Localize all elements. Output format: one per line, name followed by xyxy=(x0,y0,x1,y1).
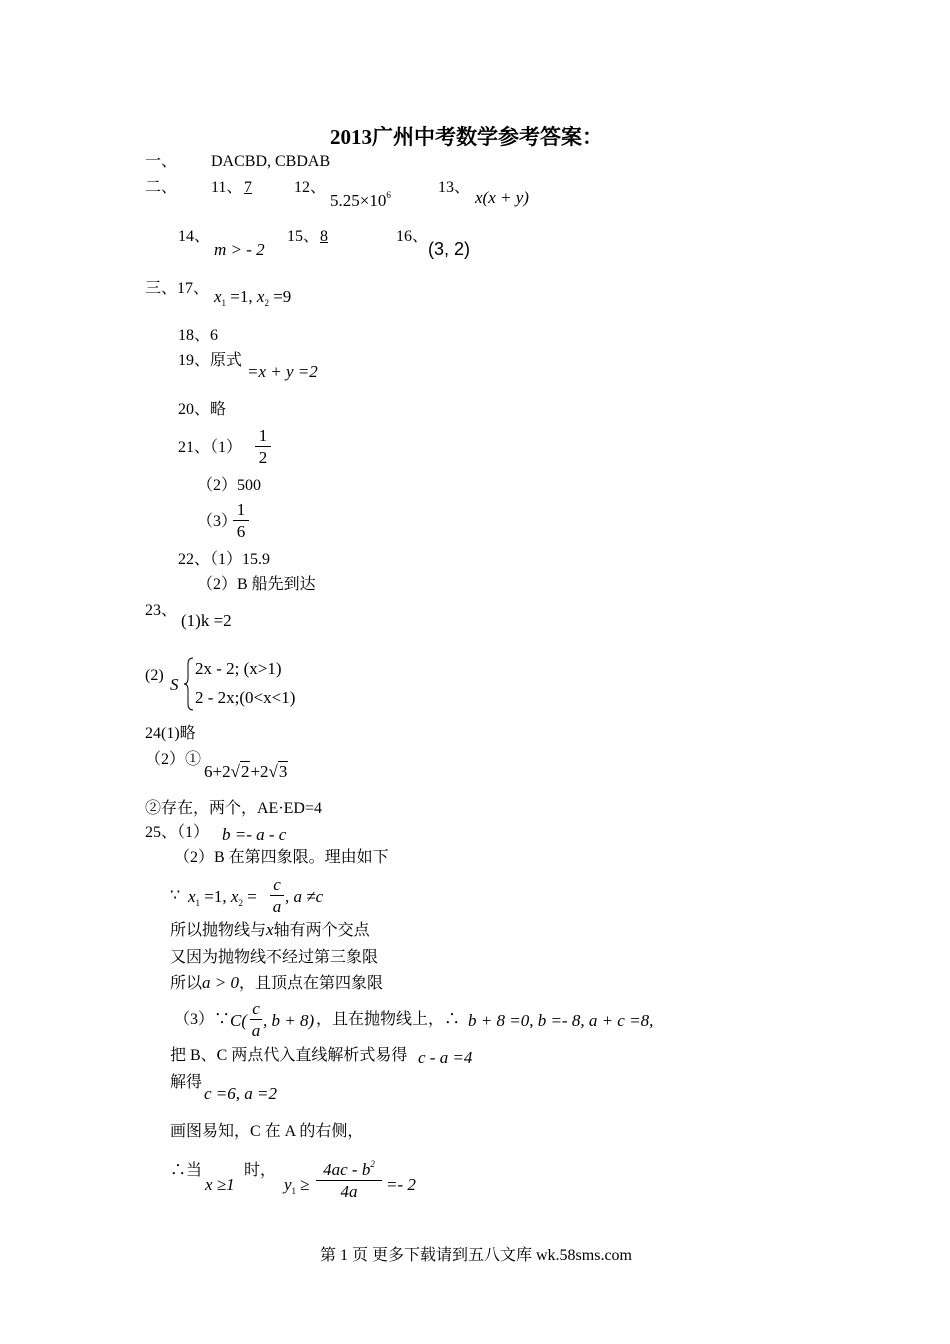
q15-answer: 8 xyxy=(320,228,328,245)
q23-case1: 2x - 2; (x>1) xyxy=(195,659,282,678)
q25-line8-math: c =6, a =2 xyxy=(204,1084,277,1103)
q25-line8-text: 解得 xyxy=(170,1074,203,1091)
q13-number: 13、 xyxy=(438,179,471,196)
q16-answer: (3, 2) xyxy=(428,239,471,259)
section-three-label: 三、17、 xyxy=(145,280,210,297)
section-one-label: 一、 xyxy=(145,153,178,170)
q25-part1-label: 25、（1） xyxy=(145,824,210,841)
q25-roots-fraction: c a xyxy=(270,876,284,915)
q25-roots: $x_1 =1$, $x_2$ = xyxy=(188,887,257,908)
q24-part2-answer: 6+2√2+2√3 xyxy=(204,762,288,781)
q23-case2: 2 - 2x;(0<x<1) xyxy=(195,688,296,707)
q24-part3: ②存在，两个，AE·ED=4 xyxy=(145,800,323,817)
q21-part3-fraction: 1 6 xyxy=(233,501,249,540)
q25-line3: 所以抛物线与x轴有两个交点 xyxy=(170,920,370,939)
q11-number: 11、 xyxy=(211,179,243,196)
q25-line4: 又因为抛物线不经过第三象限 xyxy=(170,949,379,966)
q19-label: 19、原式 xyxy=(178,352,243,369)
q25-point-c-fraction: c a xyxy=(251,999,261,1040)
q16-number: 16、 xyxy=(396,228,429,245)
q14-answer: m > - 2 xyxy=(214,240,265,259)
q19-answer: =x + y =2 xyxy=(247,362,318,381)
q15-number: 15、 xyxy=(287,228,320,245)
q22-part1: 22、（1）15.9 xyxy=(178,551,271,568)
q21-part2: （2）500 xyxy=(197,477,262,494)
q25-point-c: C( xyxy=(230,1011,247,1030)
q14-number: 14、 xyxy=(178,228,211,245)
q23-brace xyxy=(183,656,195,712)
q25-line10-result: =- 2 xyxy=(386,1175,416,1194)
sqrt-symbol: √2 xyxy=(230,762,250,781)
q25-line7-text: 把 B、C 两点代入直线解析式易得 xyxy=(170,1047,408,1064)
q22-part2: （2）B 船先到达 xyxy=(197,576,316,593)
q20-answer: 20、略 xyxy=(178,401,227,418)
q17-answer: $x_1 =1$, $x_2 =9$ xyxy=(214,287,292,308)
q12-number: 12、 xyxy=(294,179,327,196)
page-footer: 第 1 页 更多下载请到五八文库 wk.58sms.com xyxy=(320,1247,633,1264)
q23-label: 23、 xyxy=(145,602,178,619)
q25-part3-middle: ，且在抛物线上，∴ xyxy=(316,1011,461,1028)
q25-line10-condition: x ≥1 xyxy=(205,1175,235,1194)
q25-line5: 所以a > 0，且顶点在第四象限 xyxy=(170,973,384,992)
q21-label: 21、（1） xyxy=(178,439,243,456)
q25-part2: （2）B 在第四象限。理由如下 xyxy=(174,849,389,866)
q13-answer: x(x + y) xyxy=(475,188,529,207)
q18-answer: 18、6 xyxy=(178,327,219,344)
q25-line7-math: c - a =4 xyxy=(418,1048,473,1067)
q12-answer: $5.25\times 10^6$ xyxy=(330,190,391,210)
q23-function-name: S xyxy=(170,675,179,694)
q21-part3-label: （3） xyxy=(197,513,238,530)
q25-line10-text: ∴当 xyxy=(170,1162,203,1179)
sqrt-symbol: √3 xyxy=(268,762,288,781)
q25-line10-fraction: $4ac - b^2$ 4a xyxy=(316,1161,382,1200)
page-title: 2013广州中考数学参考答案： xyxy=(330,125,603,149)
q21-part1-fraction: 1 2 xyxy=(255,427,271,466)
q25-part3-equations: b + 8 =0, b =- 8, a + c =8, xyxy=(468,1011,654,1030)
section-one-answers: DACBD, CBDAB xyxy=(211,153,331,170)
because-symbol: ∵ xyxy=(170,887,181,904)
q25-point-c-rest: , b + 8) xyxy=(263,1011,315,1030)
section-two-label: 二、 xyxy=(145,179,178,196)
q23-part1: (1)k =2 xyxy=(181,611,232,630)
q25-line9: 画图易知，C 在 A 的右侧， xyxy=(170,1123,364,1140)
q25-line10-y: $y_1$ ≥ xyxy=(284,1175,310,1196)
q25-part1-answer: b =- a - c xyxy=(222,825,287,844)
q23-part2-label: (2) xyxy=(145,667,164,684)
q24-part2-label: （2）① xyxy=(145,751,202,768)
q11-answer: 7 xyxy=(244,179,252,196)
q24-part1: 24(1)略 xyxy=(145,725,196,742)
q25-roots-tail: , a ≠c xyxy=(285,887,324,906)
q25-line10-when: 时， xyxy=(244,1162,277,1179)
q25-part3-label: （3）∵ xyxy=(174,1011,231,1028)
